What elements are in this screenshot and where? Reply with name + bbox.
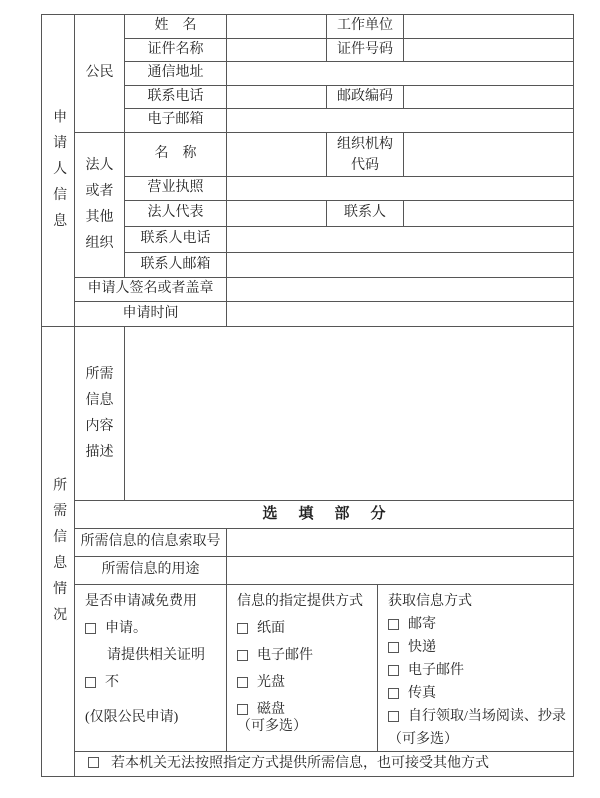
- delivery-method-header: 信息的指定提供方式: [237, 594, 363, 609]
- option-obtain-pickup[interactable]: [388, 708, 566, 725]
- contact-value-cell[interactable]: [404, 201, 574, 227]
- fee-waiver-options: [75, 585, 226, 735]
- option-delivery-disk-label: 磁盘: [257, 702, 285, 717]
- label-org-code: [327, 133, 404, 177]
- label-purpose: 所需信息的用途: [75, 557, 227, 585]
- section-label-required-info-text: 所需信息情况: [51, 476, 67, 633]
- group-label-citizen: 公民: [75, 15, 125, 133]
- checkbox-obtain-pickup-icon[interactable]: [388, 711, 399, 722]
- group-label-organization: [75, 133, 125, 278]
- option-fee-no-label: 不: [105, 675, 119, 690]
- application-form: [41, 14, 573, 777]
- option-obtain-express-label: 快递: [408, 640, 436, 655]
- section-label-applicant-info-text: 申请人信息: [51, 108, 67, 239]
- purpose-value-cell[interactable]: [227, 557, 574, 585]
- license-value-cell[interactable]: [227, 177, 574, 201]
- delivery-method-cell: [227, 585, 378, 752]
- legal-rep-value-cell[interactable]: [227, 201, 327, 227]
- fee-apply-proof-note: 请提供相关证明: [107, 648, 205, 663]
- apply-time-value-cell[interactable]: [227, 302, 574, 327]
- option-delivery-paper-label: 纸面: [257, 621, 285, 636]
- label-name: 姓 名: [125, 15, 227, 39]
- option-delivery-cd-label: 光盘: [257, 675, 285, 690]
- label-contact-email: 联系人邮箱: [125, 253, 227, 278]
- label-apply-time: 申请时间: [75, 302, 227, 327]
- option-obtain-mail[interactable]: [388, 616, 436, 633]
- checkbox-obtain-express-icon[interactable]: [388, 642, 399, 653]
- checkbox-delivery-cd-icon[interactable]: [237, 677, 248, 688]
- obtain-method-header: 获取信息方式: [388, 594, 472, 609]
- fallback-note-text: 若本机关无法按照指定方式提供所需信息，也可接受其他方式: [111, 755, 489, 771]
- contact-phone-value-cell[interactable]: [227, 227, 574, 253]
- option-delivery-disk[interactable]: [237, 701, 285, 718]
- label-phone: 联系电话: [125, 86, 227, 109]
- optional-section-header: 选填部分: [75, 501, 574, 529]
- label-org-name: 名 称: [125, 133, 227, 177]
- label-id-number: 证件号码: [327, 39, 404, 62]
- postcode-value-cell[interactable]: [404, 86, 574, 109]
- checkbox-obtain-fax-icon[interactable]: [388, 688, 399, 699]
- checkbox-fee-no-icon[interactable]: [85, 677, 96, 688]
- option-delivery-cd[interactable]: [237, 674, 285, 691]
- label-postcode: 邮政编码: [327, 86, 404, 109]
- option-fee-apply[interactable]: [85, 620, 147, 637]
- id-number-value-cell[interactable]: [404, 39, 574, 62]
- fee-waiver-footer: (仅限公民申请): [85, 710, 179, 725]
- address-value-cell[interactable]: [227, 62, 574, 86]
- label-description-text: 所需信息内容描述: [85, 366, 114, 460]
- id-type-value-cell[interactable]: [227, 39, 327, 62]
- checkbox-fallback-icon[interactable]: [88, 757, 99, 768]
- fee-waiver-cell: [75, 585, 227, 752]
- checkbox-fee-apply-icon[interactable]: [85, 623, 96, 634]
- group-label-organization-text: 法人或者其他组织: [85, 158, 114, 251]
- org-name-value-cell[interactable]: [227, 133, 327, 177]
- option-obtain-express[interactable]: [388, 639, 436, 656]
- option-obtain-email[interactable]: [388, 662, 464, 679]
- label-contact: 联系人: [327, 201, 404, 227]
- label-work-unit: 工作单位: [327, 15, 404, 39]
- label-email: 电子邮箱: [125, 109, 227, 133]
- option-delivery-email[interactable]: [237, 647, 313, 664]
- label-index-number: 所需信息的信息索取号: [75, 529, 227, 557]
- email-value-cell[interactable]: [227, 109, 574, 133]
- label-signature: 申请人签名或者盖章: [75, 278, 227, 302]
- option-obtain-fax-label: 传真: [408, 686, 436, 701]
- work-unit-value-cell[interactable]: [404, 15, 574, 39]
- option-obtain-email-label: 电子邮件: [408, 663, 464, 678]
- option-fee-no[interactable]: [85, 674, 119, 691]
- phone-value-cell[interactable]: [227, 86, 327, 109]
- section-label-applicant-info: [42, 15, 75, 327]
- name-value-cell[interactable]: [227, 15, 327, 39]
- obtain-method-options: [378, 585, 573, 747]
- obtain-method-cell: [378, 585, 574, 752]
- option-obtain-fax[interactable]: [388, 685, 436, 702]
- label-id-type: 证件名称: [125, 39, 227, 62]
- description-value-cell[interactable]: [125, 327, 574, 501]
- label-contact-phone: 联系人电话: [125, 227, 227, 253]
- label-org-code-text: 组织机构代码: [337, 136, 393, 173]
- label-legal-rep: 法人代表: [125, 201, 227, 227]
- fee-waiver-header: 是否申请减免费用: [85, 594, 197, 609]
- section-label-required-info: [42, 327, 75, 777]
- fallback-note-cell: [75, 752, 574, 777]
- required-info-table: [41, 326, 574, 777]
- option-obtain-pickup-label: 自行领取/当场阅读、抄录: [408, 709, 566, 724]
- label-address: 通信地址: [125, 62, 227, 86]
- checkbox-delivery-paper-icon[interactable]: [237, 623, 248, 634]
- checkbox-delivery-disk-icon[interactable]: [237, 704, 248, 715]
- contact-email-value-cell[interactable]: [227, 253, 574, 278]
- label-description: [75, 327, 125, 501]
- option-obtain-mail-label: 邮寄: [408, 617, 436, 632]
- option-delivery-email-label: 电子邮件: [257, 648, 313, 663]
- option-delivery-paper[interactable]: [237, 620, 285, 637]
- checkbox-obtain-email-icon[interactable]: [388, 665, 399, 676]
- signature-value-cell[interactable]: [227, 278, 574, 302]
- option-fee-apply-label: 申请。: [105, 621, 147, 636]
- label-license: 营业执照: [125, 177, 227, 201]
- obtain-method-footer: （可多选）: [388, 732, 458, 747]
- org-code-value-cell[interactable]: [404, 133, 574, 177]
- checkbox-delivery-email-icon[interactable]: [237, 650, 248, 661]
- applicant-info-table: [41, 14, 574, 327]
- delivery-method-footer: （可多选）: [237, 719, 307, 734]
- index-number-value-cell[interactable]: [227, 529, 574, 557]
- checkbox-obtain-mail-icon[interactable]: [388, 619, 399, 630]
- delivery-method-options: [227, 585, 377, 735]
